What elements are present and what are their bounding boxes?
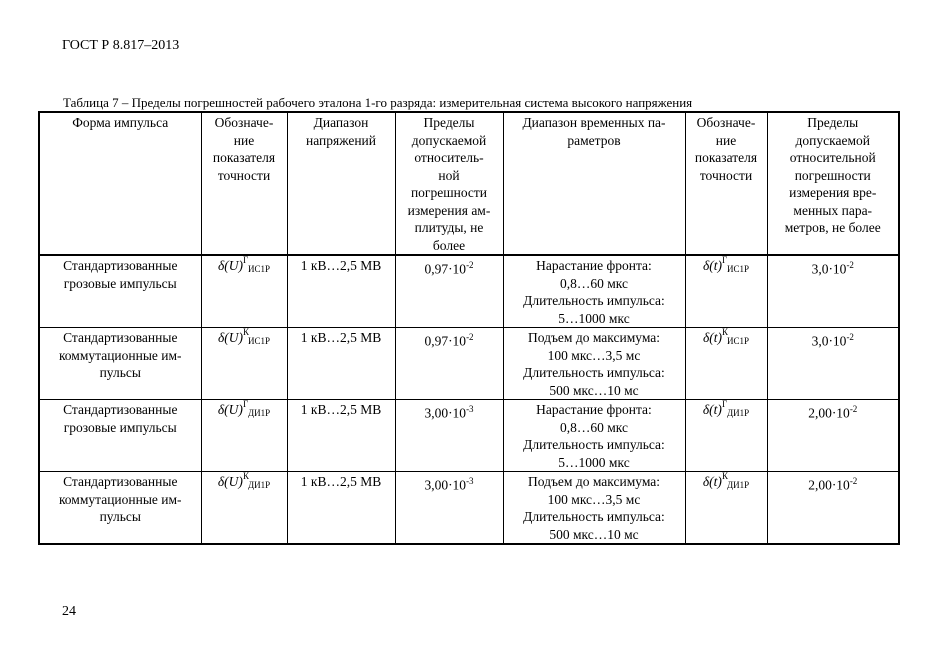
cell-accuracy-symbol: [201, 472, 287, 545]
symbol-base: δ(t): [702, 330, 722, 345]
cell-pulse-form: Стандартизованные коммутационные им- пульсы: [39, 472, 201, 545]
symbol-superscript: Г: [243, 254, 249, 265]
cell-accuracy-symbol: [201, 328, 287, 400]
cell-pulse-form: Стандартизованные грозовые импульсы: [39, 400, 201, 472]
cell-accuracy-symbol: [201, 400, 287, 472]
symbol-superscript: К: [243, 326, 250, 337]
cell-voltage-range: 1 кВ…2,5 МВ: [287, 328, 395, 400]
value-exponent: -2: [846, 260, 854, 270]
symbol-superscript: Г: [242, 398, 249, 409]
symbol-base: δ(U): [217, 258, 243, 273]
table-row: [39, 255, 899, 328]
cell-time-error-limit: [767, 255, 899, 328]
value-exponent: -2: [849, 404, 858, 414]
value-exponent: -3: [466, 476, 474, 486]
cell-amplitude-error-limit: [395, 472, 503, 545]
table-header-row: [39, 112, 899, 255]
symbol-subscript: ДИ1Р: [247, 407, 271, 418]
header-accuracy-symbol: Обозначе- ние показателя точности: [201, 112, 287, 255]
value-mantissa: 0,97·10: [424, 333, 467, 349]
symbol-superscript: К: [242, 470, 249, 481]
header-time-parameter-range: Диапазон временных па- раметров: [503, 112, 685, 255]
symbol-subscript: ИС1Р: [248, 335, 271, 346]
symbol-base: δ(U): [217, 474, 243, 489]
cell-amplitude-error-limit: [395, 255, 503, 328]
header-pulse-form: Форма импульса: [39, 112, 201, 255]
standard-designation: ГОСТ Р 8.817–2013: [62, 38, 180, 53]
cell-pulse-form: Стандартизованные грозовые импульсы: [39, 255, 201, 328]
cell-time-accuracy-symbol: [685, 400, 767, 472]
value-exponent: -3: [466, 404, 474, 414]
value-mantissa: 3,00·10: [424, 405, 467, 421]
symbol-subscript: ДИ1Р: [247, 479, 271, 490]
cell-amplitude-error-limit: [395, 328, 503, 400]
value-mantissa: 2,00·10: [808, 477, 850, 493]
cell-time-parameters: Нарастание фронта: 0,8…60 мкс Длительность импульса: 5…1000 мкс: [503, 400, 685, 472]
cell-pulse-form: Стандартизованные коммутационные им- пульсы: [39, 328, 201, 400]
cell-time-accuracy-symbol: [685, 255, 767, 328]
cell-time-error-limit: [767, 328, 899, 400]
table-row: [39, 328, 899, 400]
cell-accuracy-symbol: [201, 255, 287, 328]
symbol-base: δ(U): [217, 402, 243, 417]
value-exponent: -2: [466, 332, 474, 342]
symbol-base: δ(t): [702, 402, 722, 417]
value-exponent: -2: [849, 476, 858, 486]
symbol-subscript: ИС1Р: [727, 263, 750, 274]
table-row: [39, 400, 899, 472]
header-time-accuracy-symbol: Обозначе- ние показателя точности: [685, 112, 767, 255]
symbol-base: δ(t): [702, 258, 722, 273]
value-mantissa: 3,0·10: [811, 333, 847, 349]
symbol-superscript: К: [722, 326, 729, 337]
header-voltage-range: Диапазон напряжений: [287, 112, 395, 255]
symbol-subscript: ИС1Р: [248, 263, 271, 274]
cell-voltage-range: 1 кВ…2,5 МВ: [287, 472, 395, 545]
value-exponent: -2: [846, 332, 854, 342]
value-mantissa: 0,97·10: [424, 261, 467, 277]
symbol-superscript: К: [721, 470, 728, 481]
cell-voltage-range: 1 кВ…2,5 МВ: [287, 255, 395, 328]
value-mantissa: 2,00·10: [808, 405, 850, 421]
cell-time-error-limit: [767, 400, 899, 472]
symbol-superscript: Г: [721, 398, 728, 409]
cell-voltage-range: 1 кВ…2,5 МВ: [287, 400, 395, 472]
cell-time-error-limit: [767, 472, 899, 545]
table-row: [39, 472, 899, 545]
cell-time-accuracy-symbol: [685, 328, 767, 400]
page-number: 24: [62, 604, 76, 619]
symbol-superscript: Г: [722, 254, 728, 265]
cell-time-parameters: Нарастание фронта: 0,8…60 мкс Длительность импульса: 5…1000 мкс: [503, 255, 685, 328]
symbol-base: δ(t): [702, 474, 722, 489]
limits-table: [38, 111, 900, 545]
value-mantissa: 3,0·10: [811, 261, 847, 277]
symbol-subscript: ДИ1Р: [726, 479, 750, 490]
cell-time-accuracy-symbol: [685, 472, 767, 545]
header-time-error-limit: Пределы допускаемой относительной погрешности измерения вре- менных пара- метров, не более: [767, 112, 899, 255]
table-caption: Таблица 7 – Пределы погрешностей рабочего эталона 1-го разряда: измерительная система высокого напряжения: [63, 95, 693, 110]
cell-time-parameters: Подъем до максимума: 100 мкс…3,5 мс Длительность импульса: 500 мкс…10 мс: [503, 472, 685, 545]
header-amplitude-error-limit: Пределы допускаемой относитель- ной погрешности измерения ам- плитуды, не более: [395, 112, 503, 255]
cell-amplitude-error-limit: [395, 400, 503, 472]
symbol-subscript: ДИ1Р: [726, 407, 750, 418]
cell-time-parameters: Подъем до максимума: 100 мкс…3,5 мс Длительность импульса: 500 мкс…10 мс: [503, 328, 685, 400]
symbol-subscript: ИС1Р: [727, 335, 750, 346]
symbol-base: δ(U): [217, 330, 243, 345]
value-exponent: -2: [466, 260, 474, 270]
value-mantissa: 3,00·10: [424, 477, 467, 493]
